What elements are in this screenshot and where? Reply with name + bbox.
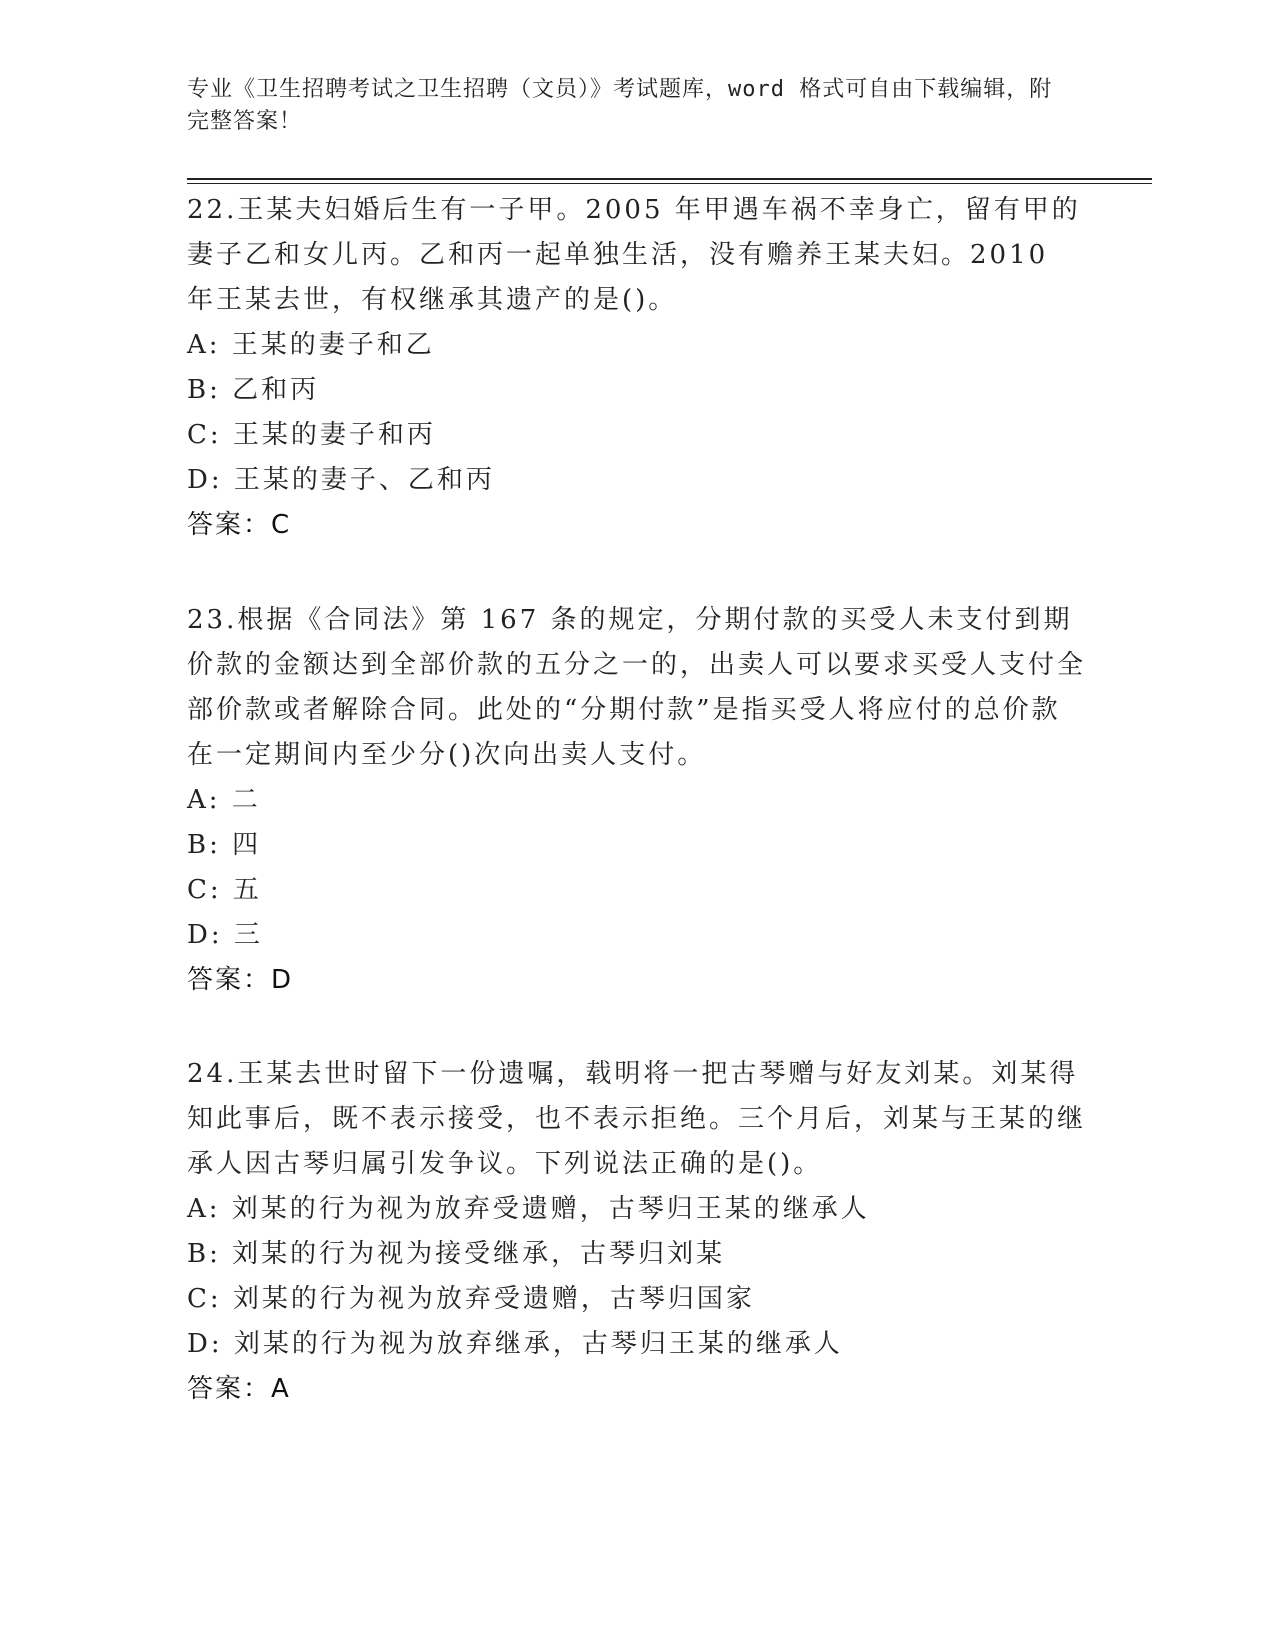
option-list <box>187 323 1087 503</box>
header-rule-thin <box>187 183 1152 184</box>
option-a: A: 二 <box>187 785 261 815</box>
question-stem: 24.王某去世时留下一份遗嘱，载明将一把古琴赠与好友刘某。刘某得知此事后，既不表示接受，也不表示拒绝。三个月后，刘某与王某的继承人因古琴归属引发争议。下列说法正确的是()。 <box>187 1059 1087 1179</box>
option-b: B: 刘某的行为视为接受继承，古琴归刘某 <box>187 1239 726 1269</box>
question-stem: 22.王某夫妇婚后生有一子甲。2005 年甲遇车祸不幸身亡，留有甲的妻子乙和女儿丙。乙和丙一起单独生活，没有赡养王某夫妇。2010 年王某去世，有权继承其遗产的是()。 <box>187 195 1081 315</box>
option-c: C: 五 <box>187 875 262 905</box>
option-d: D: 刘某的行为视为放弃继承，古琴归王某的继承人 <box>187 1329 843 1359</box>
question-stem: 23.根据《合同法》第 167 条的规定，分期付款的买受人未支付到期价款的金额达到全部价款的五分之一的，出卖人可以要求买受人支付全部价款或者解除合同。此处的“分期付款”是指买受人将应付的总价款在一定期间内至少分()次向出卖人支付。 <box>187 605 1087 770</box>
option-c: C: 刘某的行为视为放弃受遗赠，古琴归国家 <box>187 1284 755 1314</box>
option-d: D: 王某的妻子、乙和丙 <box>187 465 495 495</box>
answer-line: 答案：C <box>187 510 292 540</box>
option-list <box>187 1187 1087 1367</box>
question-22 <box>187 188 1087 548</box>
question-23 <box>187 598 1087 1003</box>
option-d: D: 三 <box>187 920 263 950</box>
option-b: B: 四 <box>187 830 262 860</box>
option-c: C: 王某的妻子和丙 <box>187 420 436 450</box>
document-header: 专业《卫生招聘考试之卫生招聘（文员）》考试题库，word 格式可自由下载编辑，附完整答案！ <box>187 77 1053 134</box>
option-b: B: 乙和丙 <box>187 375 320 405</box>
header-rule-thick <box>187 178 1152 180</box>
question-24 <box>187 1052 1087 1412</box>
option-a: A: 王某的妻子和乙 <box>187 330 435 360</box>
option-a: A: 刘某的行为视为放弃受遗赠，古琴归王某的继承人 <box>187 1194 870 1224</box>
answer-line: 答案：D <box>187 965 294 995</box>
answer-line: 答案：A <box>187 1374 291 1404</box>
option-list <box>187 778 1087 958</box>
